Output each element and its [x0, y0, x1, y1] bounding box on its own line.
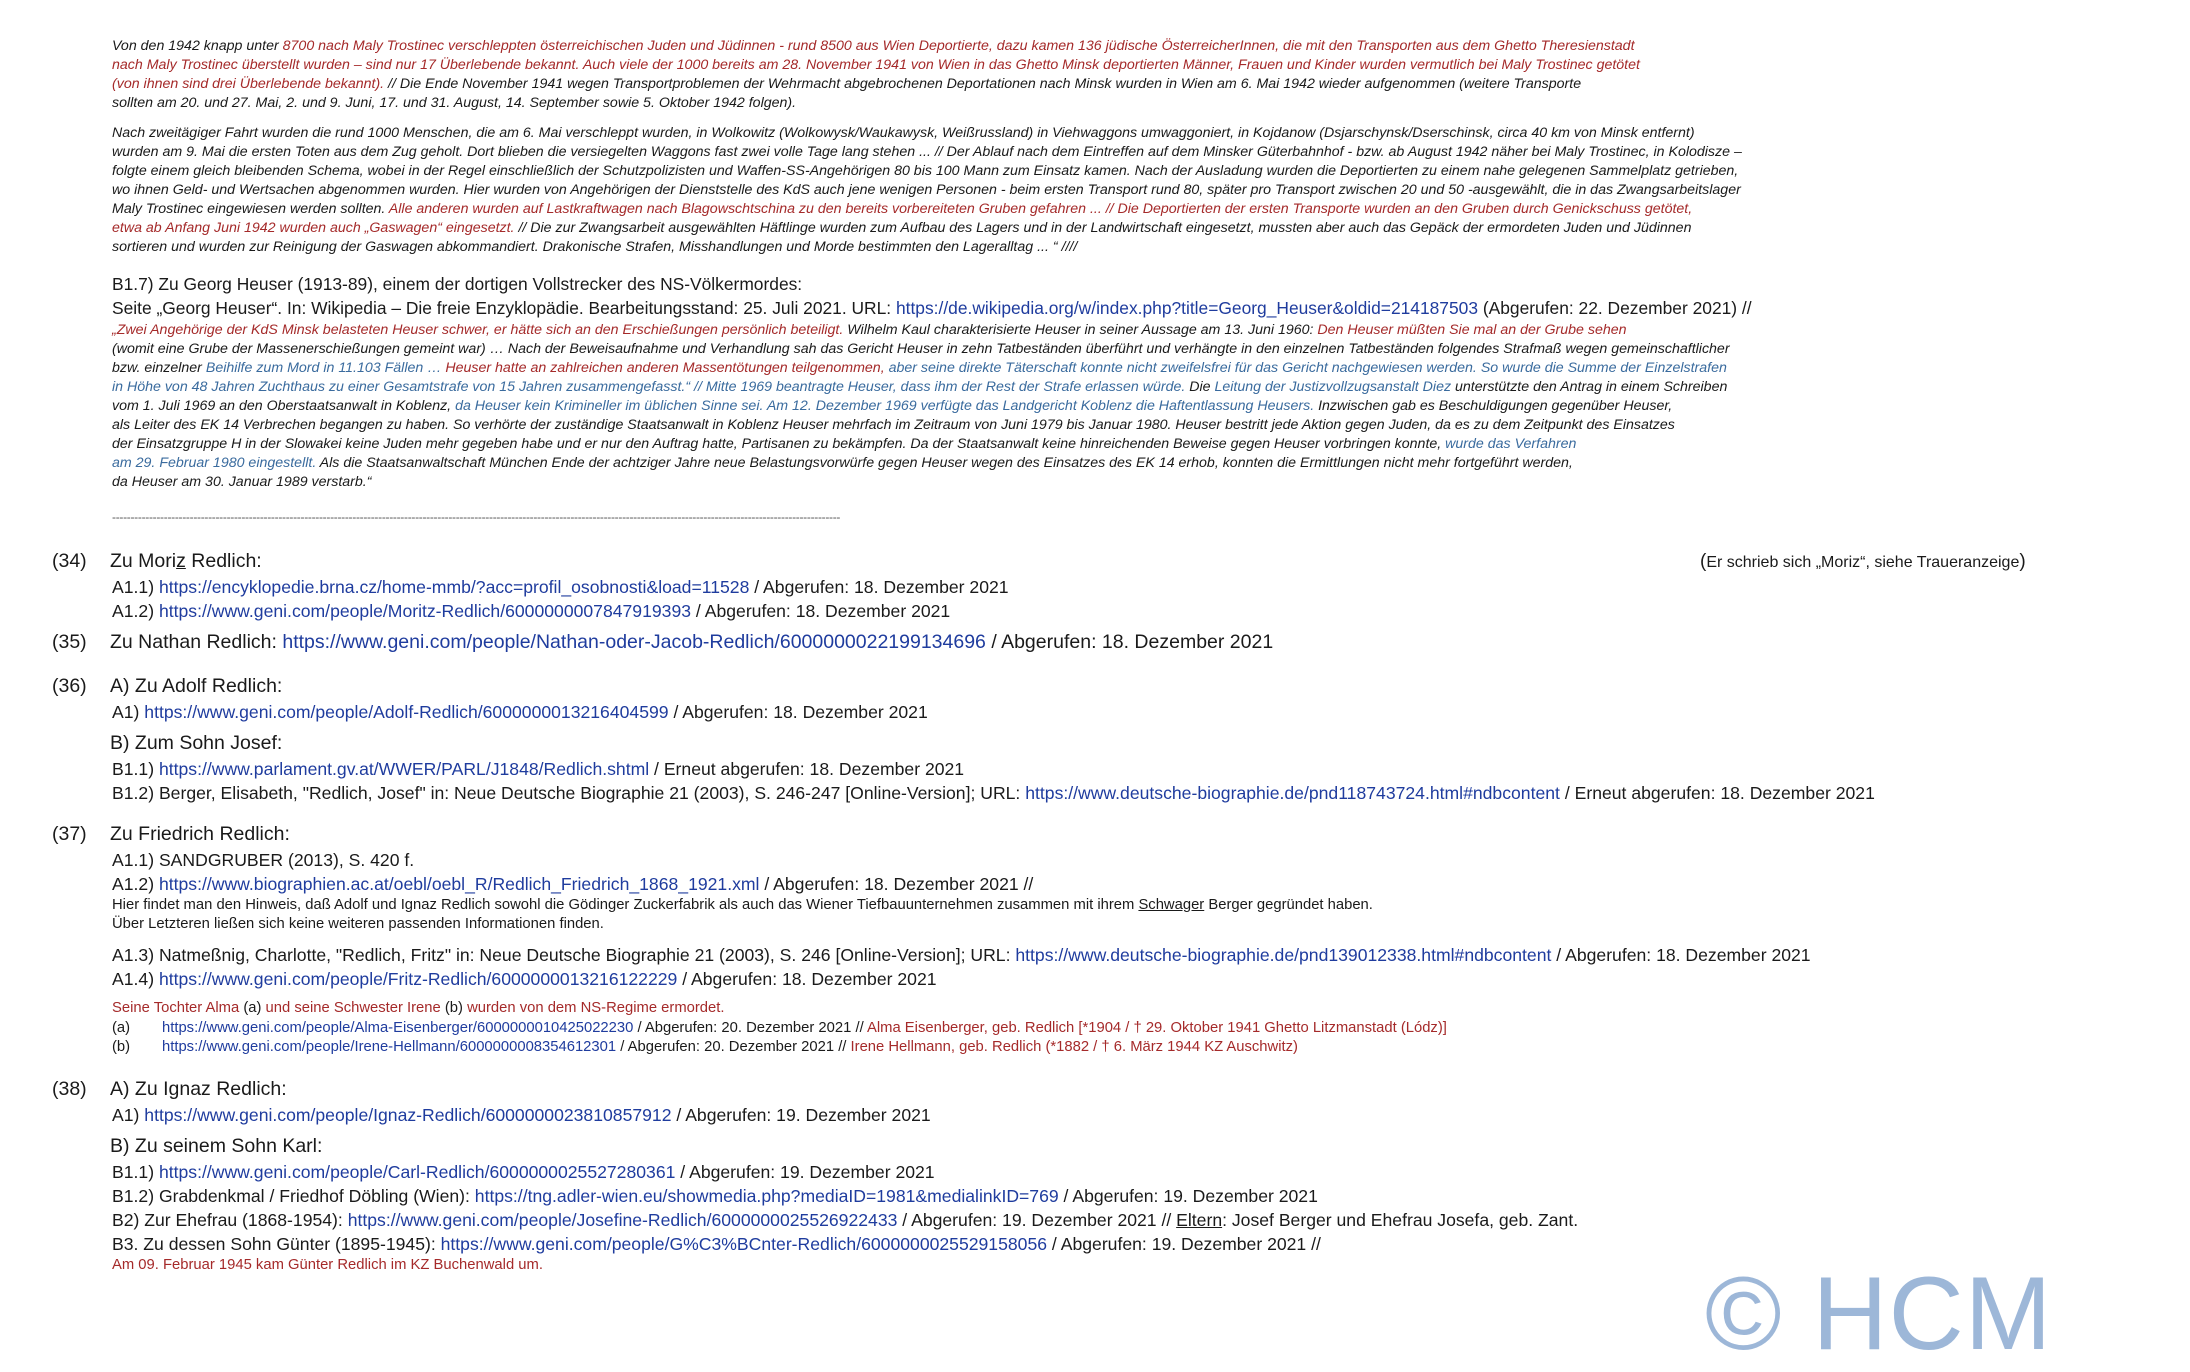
text: )	[2019, 551, 2026, 572]
text: / Abgerufen: 18. Dezember 2021	[677, 969, 937, 989]
wikipedia-heuser-link[interactable]: https://de.wikipedia.org/w/index.php?title=Georg_Heuser&oldid=214187503	[895, 298, 1478, 318]
text-red: wurden von dem NS-Regime ermordet.	[462, 1000, 725, 1016]
note-line-2: Über Letzteren ließen sich keine weiteren passenden Informationen finden.	[112, 916, 604, 932]
ref-b2	[112, 1210, 1578, 1231]
text: (a)	[243, 1000, 262, 1016]
text: / Abgerufen: 18. Dezember 2021	[691, 601, 951, 621]
p2-line-2: wurden am 9. Mai die ersten Toten aus dem Zug geholt. Dort blieben die versiegelten Waggons fast zwei volle Tage lang stehen ... // Der Ablauf nach dem Eintreffen auf dem Minsker Güterbahnhof - bzw. ab August 1942 näher bei Maly Trostinec, in Kolodisze –	[112, 144, 1742, 160]
victims-note	[112, 1000, 725, 1016]
text: B1.1)	[112, 759, 159, 779]
text-red: Seine Tochter Alma	[112, 1000, 244, 1016]
text-red: 8700 nach Maly Trostinec verschleppten österreichischen Juden und Jüdinnen - rund 8500 aus Wien Deportierte, dazu kamen 136 jüdische ÖsterreicherInnen, die mit den Transporten aus dem Ghetto Theresienstadt	[282, 38, 1635, 54]
ref-b11	[112, 759, 964, 780]
text-underlined: z	[176, 550, 186, 572]
text: A1.3) Natmeßnig, Charlotte, "Redlich, Fritz" in: Neue Deutsche Biographie 21 (2003), S. 246 [Online-Version]; URL:	[112, 945, 1016, 965]
text: Seite „Georg Heuser“. In: Wikipedia – Die freie Enzyklopädie. Bearbeitungsstand: 25. Juli 2021. URL:	[112, 298, 896, 318]
b17-quote-line-1	[112, 322, 1627, 338]
parlament-josef-link[interactable]: https://www.parlament.gv.at/WWER/PARL/J1848/Redlich.shtml	[158, 759, 650, 779]
text: B1.2) Grabdenkmal / Friedhof Döbling (Wien):	[112, 1186, 475, 1206]
b17-quote-line-3	[112, 360, 1727, 376]
tng-adler-link[interactable]: https://tng.adler-wien.eu/showmedia.php?mediaID=1981&medialinkID=769	[474, 1186, 1059, 1206]
text: / Abgerufen: 19. Dezember 2021	[1058, 1186, 1318, 1206]
text: / Abgerufen: 18. Dezember 2021	[749, 577, 1009, 597]
text: / Abgerufen: 19. Dezember 2021 //	[1047, 1234, 1321, 1254]
text: unterstützte den Antrag in einem Schreiben	[1451, 379, 1728, 395]
entry-number: (35)	[52, 631, 87, 653]
ref-a13	[112, 945, 1811, 966]
geni-ignaz-link[interactable]: https://www.geni.com/people/Ignaz-Redlich/6000000023810857912	[144, 1105, 672, 1125]
ref-a11: A1.1) SANDGRUBER (2013), S. 420 f.	[112, 850, 415, 870]
text-red: „Zwei Angehörige der KdS Minsk belasteten Heuser schwer, er hätte sich an den Erschießungen persönlich beteiligt.	[112, 322, 844, 338]
text-underlined: Eltern	[1176, 1210, 1223, 1230]
ref-b12	[112, 783, 1875, 804]
spelling-note	[1700, 551, 2026, 573]
text: (b)	[444, 1000, 463, 1016]
text-blue: Beihilfe zum Mord in 11.103 Fällen …	[205, 360, 442, 376]
guenter-note: Am 09. Februar 1945 kam Günter Redlich im KZ Buchenwald um.	[112, 1257, 543, 1273]
text: / Abgerufen: 20. Dezember 2021 //	[633, 1020, 867, 1036]
text: / Abgerufen: 20. Dezember 2021 //	[616, 1039, 851, 1055]
ref-a12	[112, 874, 1033, 895]
text-blue: da Heuser kein Krimineller im üblichen Sinne sei. Am 12. Dezember 1969 verfügte das Landgericht Koblenz die Haftentlassung Heusers.	[455, 398, 1315, 414]
b17-quote-line-5	[112, 398, 1672, 414]
text: / Abgerufen: 18. Dezember 2021	[1551, 945, 1811, 965]
text: Hier findet man den Hinweis, daß Adolf und Ignaz Redlich sowohl die Gödinger Zuckerfabrik als auch das Wiener Tiefbauunternehmen zusammen mit ihrem	[112, 897, 1139, 913]
text: Inzwischen gab es Beschuldigungen gegenüber Heuser,	[1314, 398, 1673, 414]
entry-heading: A) Zu Adolf Redlich:	[110, 675, 283, 697]
geni-nathan-link[interactable]: https://www.geni.com/people/Nathan-oder-Jacob-Redlich/6000000022199134696	[282, 631, 986, 653]
text: Als die Staatsanwaltschaft München Ende der achtziger Jahre neue Belastungsvorwürfe gegen Heuser wegen des Einsatzes des EK 14 erhob, konnten die Ermittlungen nicht mehr fortgeführt werden,	[316, 455, 1573, 471]
text: : Josef Berger und Ehefrau Josefa, geb. Zant.	[1222, 1210, 1579, 1230]
text: B1.2) Berger, Elisabeth, "Redlich, Josef" in: Neue Deutsche Biographie 21 (2003), S. 246-247 [Online-Version]; URL:	[112, 783, 1026, 803]
text-blue: am 29. Februar 1980 eingestellt.	[112, 455, 317, 471]
deutsche-biographie-josef-link[interactable]: https://www.deutsche-biographie.de/pnd118743724.html#ndbcontent	[1025, 783, 1560, 803]
b17-quote-line-9: da Heuser am 30. Januar 1989 verstarb.“	[112, 474, 372, 490]
ref-a12	[112, 601, 950, 622]
ref-a11	[112, 577, 1009, 598]
ref-a14	[112, 969, 937, 990]
text-red: Den Heuser müßten Sie mal an der Grube sehen	[1317, 322, 1627, 338]
text: A1.2)	[112, 874, 159, 894]
entry-number: (34)	[52, 550, 87, 572]
p2-line-5	[112, 201, 1692, 217]
entry-number: (38)	[52, 1078, 87, 1100]
text: (Abgerufen: 22. Dezember 2021) //	[1478, 298, 1752, 318]
entry-heading: Zu Friedrich Redlich:	[110, 823, 290, 845]
text: // Die zur Zwangsarbeit ausgewählten Häftlinge wurden zum Aufbau des Lagers und in der Landwirtschaft eingesetzt, mussten aber auch das Gepäck der ermordeten Juden und Jüdinnen	[514, 220, 1692, 236]
biographien-friedrich-link[interactable]: https://www.biographien.ac.at/oebl/oebl_R/Redlich_Friedrich_1868_1921.xml	[158, 874, 760, 894]
text: bzw. einzelner	[112, 360, 206, 376]
b17-quote-line-6: als Leiter des EK 14 Verbrechen begangen zu haben. So verhörte der zuständige Staatsanwalt in Koblenz Heuser mehrfach im Zeitraum von Juni 1979 bis Januar 1980. Heuser bestritt jede Aktion gegen Juden, da es zu dem Zeitpunkt des Einsatzes	[112, 417, 1675, 433]
text: Wilhelm Kaul charakterisierte Heuser in seiner Aussage am 13. Juni 1960:	[843, 322, 1318, 338]
text: B1.1)	[112, 1162, 159, 1182]
text: B3. Zu dessen Sohn Günter (1895-1945):	[112, 1234, 441, 1254]
text-blue: Leitung der Justizvollzugsanstalt Diez	[1214, 379, 1452, 395]
geni-irene-link[interactable]: https://www.geni.com/people/Irene-Hellmann/6000000008354612301	[162, 1039, 617, 1055]
b17-quote-line-4	[112, 379, 1727, 395]
text: A1)	[112, 702, 145, 722]
b17-quote-line-8	[112, 455, 1573, 471]
text: Von den 1942 knapp unter	[112, 38, 283, 54]
text: (	[1700, 551, 1707, 572]
text: vom 1. Juli 1969 an den Oberstaatsanwalt in Koblenz,	[112, 398, 456, 414]
text: / Abgerufen: 18. Dezember 2021	[668, 702, 928, 722]
text-red: (von ihnen sind drei Überlebende bekannt).	[112, 76, 385, 92]
p1-line-1	[112, 38, 1635, 54]
text-red: Alma Eisenberger, geb. Redlich [*1904 / † 29. Oktober 1941 Ghetto Litzmanstadt (Lódz)]	[866, 1020, 1447, 1036]
text: Zu Nathan Redlich:	[110, 631, 283, 653]
entry-subheading: B) Zum Sohn Josef:	[110, 732, 283, 754]
geni-alma-link[interactable]: https://www.geni.com/people/Alma-Eisenberger/6000000010425022230	[162, 1020, 634, 1036]
entry-heading	[110, 631, 1273, 654]
text: / Abgerufen: 19. Dezember 2021	[675, 1162, 935, 1182]
watermark-copyright: © HCM	[1705, 1256, 2053, 1372]
text: Er schrieb sich „Moriz“, siehe Traueranzeige	[1706, 554, 2020, 571]
note-line-1	[112, 897, 1373, 913]
text-blue: aber seine direkte Täterschaft konnte nicht zweifelsfrei für das Gericht nachgewiesen werden. So wurde die Summe der Einzelstrafen	[884, 360, 1727, 376]
text: (a)	[112, 1020, 131, 1036]
entry-number: (37)	[52, 823, 87, 845]
ref-a1	[112, 702, 928, 723]
ref-b11	[112, 1162, 935, 1183]
geni-moritz-link[interactable]: https://www.geni.com/people/Moritz-Redlich/6000000007847919393	[158, 601, 692, 621]
text: Zu Mori	[110, 550, 177, 572]
text: Maly Trostinec eingewiesen werden sollten.	[112, 201, 389, 217]
section-divider: -----------------------------------------------------------------------------------------------------------------------------------------------------------------------------------------------------	[112, 510, 841, 524]
text: / Abgerufen: 18. Dezember 2021	[985, 631, 1274, 653]
b17-quote-line-2: (womit eine Grube der Massenerschießungen gemeint war) … Nach der Beweisaufnahme und Verhandlung sah das Gericht Heuser in zehn Tatbeständen überführt und verhängte in den einzelnen Tatbeständen folgendes Strafmaß wegen gemeinschaftlicher	[112, 341, 1730, 357]
geni-guenter-link[interactable]: https://www.geni.com/people/G%C3%BCnter-Redlich/6000000025529158056	[440, 1234, 1048, 1254]
text: B2) Zur Ehefrau (1868-1954):	[112, 1210, 348, 1230]
text-red: Alle anderen wurden auf Lastkraftwagen nach Blagowschtschina zu den bereits vorbereiteten Gruben gefahren ... // Die Deportierten der ersten Transporte wurden an den Gruben durch Genickschuss getötet,	[388, 201, 1693, 217]
entry-number: (36)	[52, 675, 87, 697]
text: A1)	[112, 1105, 145, 1125]
entry-heading	[110, 550, 262, 573]
text: // Die Ende November 1941 wegen Transportproblemen der Wehrmacht abgebrochenen Deportationen nach Minsk wurden in Wien am 6. Mai 1942 wieder aufgenommen (weitere Transporte	[384, 76, 1582, 92]
p1-line-2: nach Maly Trostinec überstellt wurden – sind nur 17 Überlebende bekannt. Auch viele der 1000 bereits am 28. November 1941 von Wien in das Ghetto Minsk deportierten Männer, Frauen und Kinder wurden vermutlich bei Maly Trostinec getötet	[112, 57, 1640, 73]
text: / Abgerufen: 18. Dezember 2021 //	[759, 874, 1034, 894]
p2-line-1: Nach zweitägiger Fahrt wurden die rund 1000 Menschen, die am 6. Mai verschleppt wurden, in Wolkowitz (Wolkowysk/Waukawysk, Weißrussland) in Viehwaggons umwaggoniert, in Kojdanow (Dsjarschynsk/Dserschinsk, circa 40 km von Minsk entfernt)	[112, 125, 1695, 141]
ref-irene	[112, 1039, 1298, 1055]
entry-subheading: B) Zu seinem Sohn Karl:	[110, 1135, 323, 1157]
geni-josefine-link[interactable]: https://www.geni.com/people/Josefine-Redlich/6000000025526922433	[347, 1210, 898, 1230]
ref-a1	[112, 1105, 931, 1126]
text-red: und seine Schwester Irene	[261, 1000, 445, 1016]
entry-heading: A) Zu Ignaz Redlich:	[110, 1078, 287, 1100]
geni-carl-link[interactable]: https://www.geni.com/people/Carl-Redlich/6000000025527280361	[158, 1162, 676, 1182]
text: Redlich:	[185, 550, 262, 572]
ref-b12	[112, 1186, 1318, 1207]
b17-heading: B1.7) Zu Georg Heuser (1913-89), einem der dortigen Vollstrecker des NS-Völkermordes:	[112, 274, 803, 294]
text: Berger gegründet haben.	[1204, 897, 1373, 913]
text-blue: wurde das Verfahren	[1445, 436, 1577, 452]
text: der Einsatzgruppe H in der Slowakei keine Juden mehr gegeben habe und er nur den Auftrag hatte, Partisanen zu bekämpfen. Da der Staatsanwalt keine hinreichenden Beweise gegen Heuser vorbringen konnte,	[112, 436, 1446, 452]
text: / Erneut abgerufen: 18. Dezember 2021	[1559, 783, 1875, 803]
text: A1.4)	[112, 969, 159, 989]
geni-adolf-link[interactable]: https://www.geni.com/people/Adolf-Redlich/6000000013216404599	[144, 702, 669, 722]
geni-fritz-link[interactable]: https://www.geni.com/people/Fritz-Redlich/6000000013216122229	[158, 969, 678, 989]
text-red: Heuser hatte an zahlreichen anderen Massentötungen teilgenommen,	[441, 360, 885, 376]
b17-source	[112, 298, 1752, 319]
text-underlined: Schwager	[1138, 897, 1205, 913]
text: A1.2)	[112, 601, 159, 621]
p1-line-3	[112, 76, 1581, 92]
text: / Erneut abgerufen: 18. Dezember 2021	[649, 759, 965, 779]
encyklopedie-brna-link[interactable]: https://encyklopedie.brna.cz/home-mmb/?acc=profil_osobnosti&load=11528	[158, 577, 750, 597]
text-red: etwa ab Anfang Juni 1942 wurden auch „Gaswagen“ eingesetzt.	[112, 220, 515, 236]
text-blue: in Höhe von 48 Jahren Zuchthaus zu einer Gesamtstrafe von 15 Jahren zusammengefasst.“ // Mitte 1969 beantragte Heuser, dass ihm der Rest der Strafe erlassen würde.	[112, 379, 1186, 395]
text-red: Irene Hellmann, geb. Redlich (*1882 / † 6. März 1944 KZ Auschwitz)	[850, 1039, 1298, 1055]
p2-line-6	[112, 220, 1691, 236]
p2-line-3: folgte einem gleich bleibenden Schema, wobei in der Regel einschließlich der Schutzpolizisten und Waffen-SS-Angehörigen 80 bis 100 Mann zum Einsatz kamen. Nach der Ausladung wurden die Deportierten zu einem nahe gelegenen Sammelplatz getrieben,	[112, 163, 1739, 179]
p1-line-4: sollten am 20. und 27. Mai, 2. und 9. Juni, 17. und 31. August, 14. September sowie 5. Oktober 1942 folgen).	[112, 95, 797, 111]
ref-b3	[112, 1234, 1321, 1255]
text: Die	[1185, 379, 1215, 395]
deutsche-biographie-fritz-link[interactable]: https://www.deutsche-biographie.de/pnd139012338.html#ndbcontent	[1015, 945, 1552, 965]
text: A1.1)	[112, 577, 159, 597]
p2-line-7: sortieren und wurden zur Reinigung der Gaswagen abkommandiert. Drakonische Strafen, Misshandlungen und Morde bestimmten den Lageralltag ... “ ////	[112, 239, 1078, 255]
text: / Abgerufen: 19. Dezember 2021 //	[897, 1210, 1177, 1230]
p2-line-4: wo ihnen Geld- und Wertsachen abgenommen wurden. Hier wurden von Angehörigen der Dienststelle des KdS auch jene wenigen Personen - beim ersten Transport rund 80, später pro Transport zwischen 20 und 50 -ausgewählt, die in das Zwangsarbeitslager	[112, 182, 1741, 198]
b17-quote-line-7	[112, 436, 1576, 452]
ref-alma	[112, 1020, 1447, 1036]
text: / Abgerufen: 19. Dezember 2021	[671, 1105, 931, 1125]
text: (b)	[112, 1039, 131, 1055]
